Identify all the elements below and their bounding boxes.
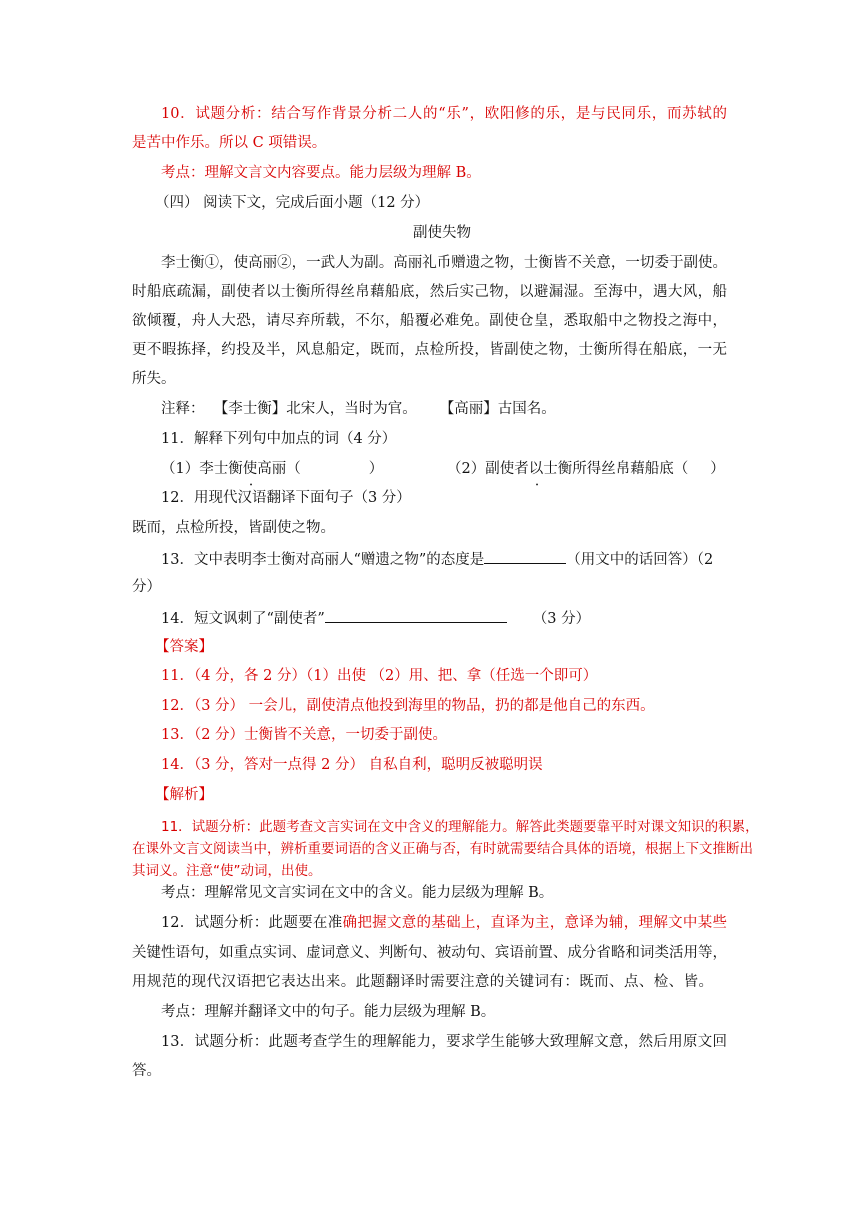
dotted-char-shi-analysis: 使 [220, 863, 234, 879]
analysis-12-line1-b: 确把握文意的基础上，直译为主，意译为辅，理解文中某些 [342, 915, 728, 931]
question-11-1 [161, 459, 383, 479]
q11-2-close: ） [710, 461, 725, 477]
q14-score: （3 分） [532, 611, 591, 627]
question-13-cont: 分） [132, 579, 161, 595]
analysis-11-line3-a: 其词义。注意“ [132, 863, 220, 879]
q14-answer-blank[interactable] [325, 607, 507, 623]
analysis-label: 【解析】 [155, 787, 213, 803]
analysis-10-line2: 是苦中作乐。所以 C 项错误。 [132, 135, 327, 151]
passage-line-2: 时船底疏漏，副使者以士衡所得丝帛藉船底，然后实己物，以避漏湿。至海中，遇大风，船 [132, 284, 727, 300]
q13-answer-blank[interactable] [484, 548, 566, 564]
question-14 [161, 607, 590, 629]
answer-label: 【答案】 [155, 639, 213, 655]
analysis-12-line2: 关键性语句，如重点实词、虚词意义、判断句、被动句、宾语前置、成分省略和词类活用等， [132, 945, 727, 961]
analysis-10-line1: 10．试题分析：结合写作背景分析二人的“乐”，欧阳修的乐，是与民同乐，而苏轼的 [161, 106, 727, 122]
q11-2-rest: 士衡所得丝帛藉船底（ [543, 461, 689, 477]
analysis-13-line2: 答。 [132, 1063, 161, 1079]
kaodian-10: 考点：理解文言文内容要点。能力层级为理解 B。 [161, 165, 481, 181]
passage-line-1: 李士衡①，使高丽②，一武人为副。高丽礼币赠遗之物，士衡皆不关意，一切委于副使。 [161, 255, 727, 271]
analysis-11-line3-b: ”动词，出使。 [233, 863, 322, 879]
q14-text: 14．短文讽刺了“副使者” [161, 611, 325, 627]
question-11: 11．解释下列句中加点的词（4 分） [161, 431, 397, 447]
analysis-12-line1-a: 12．试题分析：此题要在准 [161, 915, 343, 931]
dotted-char-shi: 使 [242, 461, 258, 477]
q11-2-prefix: （2）副使者 [447, 461, 529, 477]
analysis-11-line3 [132, 861, 322, 881]
question-12-sentence: 既而，点检所投，皆副使之物。 [132, 520, 335, 536]
q11-1-close: ） [368, 461, 384, 477]
answer-11: 11．（4 分，各 2 分）（1）出使 （2）用、把、拿（任选一个即可） [161, 668, 598, 684]
part4-header: （四） 阅读下文，完成后面小题（12 分） [155, 195, 430, 211]
passage-line-3: 欲倾覆，舟人大恐，请尽弃所载，不尔，船覆必难免。副使仓皇，悉取船中之物投之海中， [132, 313, 727, 329]
question-13 [161, 548, 713, 570]
q13-suffix: （用文中的话回答）（2 [566, 552, 714, 568]
passage-line-4: 更不暇拣择，约投及半，风息船定，既而，点检所投，皆副使之物，士衡所得在船底，一无 [132, 342, 727, 358]
annotation-note: 注释： 【李士衡】北宋人，当时为官。 【高丽】古国名。 [161, 401, 556, 417]
question-12: 12．用现代汉语翻译下面句子（3 分） [161, 490, 411, 506]
passage-title: 副使失物 [413, 225, 471, 241]
dotted-char-yi: 以 [528, 461, 544, 477]
q11-1-rest: 高丽（ [257, 461, 301, 477]
analysis-11-line2: 在课外文言文阅读当中，辨析重要词语的含义正确与否，有时就需要结合具体的语境，根据上下文推断出 [132, 841, 753, 857]
q13-text: 13．文中表明李士衡对高丽人“赠遗之物”的态度是 [161, 552, 485, 568]
kaodian-12: 考点：理解并翻译文中的句子。能力层级为理解 B。 [161, 1004, 496, 1020]
analysis-13-line1: 13．试题分析：此题考查学生的理解能力，要求学生能够大致理解文意，然后用原文回 [161, 1034, 727, 1050]
kaodian-11: 考点：理解常见文言实词在文中的含义。能力层级为理解 B。 [161, 885, 554, 901]
analysis-11-line1: 11．试题分析：此题考查文言实词在文中含义的理解能力。解答此类题要靠平时对课文知识的积累， [161, 819, 759, 835]
q11-1-prefix: （1）李士衡 [161, 461, 243, 477]
answer-13: 13．（2 分）士衡皆不关意，一切委于副使。 [161, 727, 448, 743]
passage-line-5: 所失。 [132, 371, 176, 387]
analysis-12-line3: 用规范的现代汉语把它表达出来。此题翻译时需要注意的关键词有：既而、点、检、皆。 [132, 974, 713, 990]
analysis-12-line1 [161, 913, 727, 933]
answer-14: 14．（3 分，答对一点得 2 分） 自私自利，聪明反被聪明误 [161, 757, 543, 773]
question-11-2 [447, 459, 725, 479]
answer-12: 12．（3 分） 一会儿，副使清点他投到海里的物品，扔的都是他自己的东西。 [161, 698, 655, 714]
